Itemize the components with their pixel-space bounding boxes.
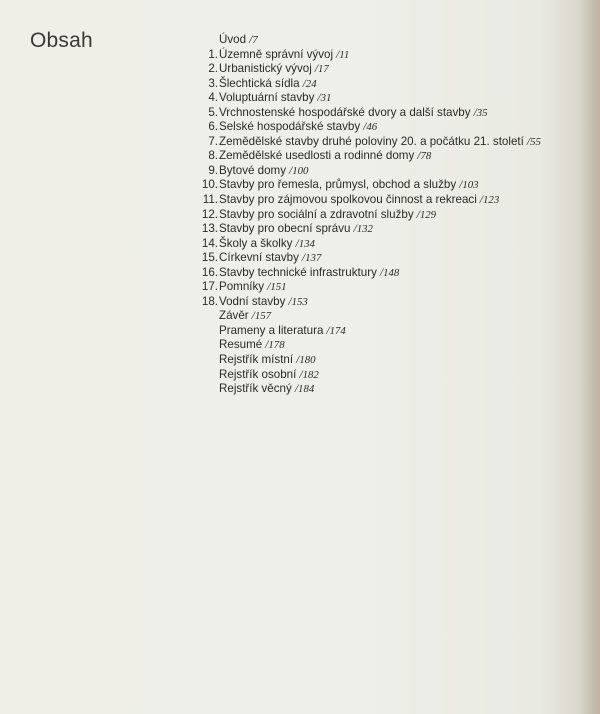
toc-page-separator: / — [479, 193, 484, 207]
toc-entry-page: 151 — [270, 281, 287, 294]
toc-entry-title: Vrchnostenské hospodářské dvory a další stavby — [219, 105, 471, 119]
toc-entry-number: 12. — [201, 207, 218, 221]
toc-entry-title: Územně správní vývoj — [219, 47, 334, 61]
toc-entry — [180, 106, 541, 121]
toc-page-separator: / — [295, 236, 299, 250]
toc-page-separator: / — [526, 134, 531, 148]
toc-entry — [180, 280, 541, 295]
toc-page-separator: / — [301, 251, 306, 265]
toc-entry — [180, 368, 541, 383]
toc-entry-title: Pomníky — [219, 280, 265, 294]
toc-page-separator: / — [379, 265, 384, 279]
toc-entry-number: 13. — [201, 222, 218, 236]
toc-page-separator: / — [299, 367, 303, 381]
toc-entry — [180, 149, 541, 164]
toc-entry-page: 31 — [320, 92, 332, 105]
toc-entry-title: Resumé — [219, 338, 263, 352]
toc-entry-title: Školy a školky — [219, 236, 293, 250]
toc-entry-page: 184 — [298, 383, 315, 396]
toc-entry-number: 5. — [208, 105, 218, 119]
toc-entry-number: 18. — [201, 294, 218, 308]
toc-entry-number — [180, 338, 219, 353]
toc-entry-number — [180, 309, 219, 324]
toc-entry-number: 6. — [208, 120, 218, 134]
toc-entry — [180, 208, 541, 223]
toc-entry-page: 17 — [318, 63, 329, 76]
toc-page-separator: / — [353, 222, 357, 236]
toc-entry-title: Stavby pro zájmovou spolkovou činnost a rekreaci — [219, 193, 477, 207]
toc-entry-page: 132 — [356, 223, 373, 236]
toc-entry-title: Církevní stavby — [219, 251, 299, 265]
toc-entry — [180, 295, 541, 310]
toc-entry-page: 137 — [305, 252, 322, 265]
toc-entry-number: 9. — [208, 163, 218, 177]
toc-entry-number: 16. — [201, 265, 218, 279]
toc-entry-page: 123 — [483, 194, 500, 207]
toc-entry-title: Stavby pro sociální a zdravotní služby — [219, 207, 414, 221]
toc-entry-page: 134 — [298, 237, 315, 250]
toc-page-separator: / — [289, 163, 293, 177]
toc-entry — [180, 353, 541, 368]
toc-entry-title: Zemědělské usedlosti a rodinné domy — [219, 149, 415, 163]
toc-entry — [180, 91, 541, 106]
toc-entry-page: 24 — [305, 77, 317, 90]
toc-entry-number: 17. — [201, 280, 218, 294]
toc-entry-number — [180, 33, 219, 48]
toc-entry-title: Rejstřík osobní — [219, 367, 297, 381]
toc-entry — [180, 164, 541, 179]
toc-page-separator: / — [251, 309, 255, 323]
toc-entry-page: 35 — [476, 106, 488, 119]
toc-entry-page: 129 — [419, 208, 437, 221]
toc-entry — [180, 62, 541, 77]
toc-entry-page: 100 — [292, 164, 309, 177]
toc-page-separator: / — [473, 105, 477, 119]
toc-entry-title: Prameny a literatura — [219, 323, 324, 337]
toc-entry-number: 1. — [208, 47, 218, 61]
toc-entry-title: Šlechtická sídla — [219, 76, 300, 90]
toc-entry — [180, 338, 541, 353]
toc-entry — [180, 237, 541, 252]
toc-page-separator: / — [288, 294, 292, 308]
toc-entry — [180, 382, 541, 397]
toc-entry-title: Zemědělské stavby druhé poloviny 20. a počátku 21. století — [219, 134, 524, 148]
toc-entry-title: Úvod — [219, 33, 247, 46]
toc-page-separator: / — [249, 33, 253, 46]
toc-page-separator: / — [314, 62, 319, 76]
toc-entry-number: 2. — [208, 62, 218, 76]
toc-page-separator: / — [302, 76, 306, 90]
toc-entry-title: Stavby pro obecní správu — [219, 222, 351, 236]
toc-page-separator: / — [267, 280, 271, 294]
toc-entry-number: 10. — [201, 178, 218, 192]
toc-entry-title: Rejstřík místní — [219, 353, 294, 367]
toc-entry-page: 157 — [254, 310, 272, 323]
toc-entry-page: 55 — [530, 135, 541, 148]
toc-entry-page: 153 — [291, 295, 308, 308]
toc-page-separator: / — [459, 178, 463, 192]
toc-entry-page: 103 — [462, 179, 479, 192]
toc-entry-title: Bytové domy — [219, 163, 287, 177]
toc-entry — [180, 324, 541, 339]
toc-entry-page: 46 — [366, 121, 378, 134]
toc-entry-title: Stavby technické infrastruktury — [219, 265, 377, 279]
toc-page-separator: / — [317, 91, 321, 105]
page-title: Obsah — [30, 29, 93, 52]
toc-entry-title: Urbanistický vývoj — [219, 62, 312, 76]
toc-entry-page: 7 — [252, 34, 258, 46]
table-of-contents — [180, 33, 541, 397]
toc-entry-title: Selské hospodářské stavby — [219, 120, 361, 134]
toc-entry — [180, 120, 541, 135]
toc-entry-number: 4. — [208, 91, 218, 105]
toc-entry-number: 15. — [201, 251, 218, 265]
toc-entry-number: 8. — [208, 149, 218, 163]
toc-entry-number — [180, 324, 219, 339]
toc-entry-page: 11 — [339, 48, 350, 61]
page-edge-shadow — [578, 0, 600, 714]
toc-page-separator: / — [265, 338, 269, 352]
toc-entry-page: 148 — [383, 266, 400, 279]
toc-entry-title: Rejstřík věcný — [219, 382, 292, 396]
toc-page-separator: / — [296, 353, 300, 367]
toc-entry-number — [180, 368, 219, 383]
toc-entry-number — [180, 382, 219, 397]
toc-entry-number: 11. — [202, 193, 218, 207]
toc-entry — [180, 48, 541, 63]
toc-page-separator: / — [326, 323, 330, 337]
toc-page-separator: / — [294, 382, 299, 396]
toc-entry — [180, 266, 541, 281]
toc-entry-page: 180 — [299, 354, 316, 367]
toc-entry-page: 174 — [329, 324, 346, 337]
toc-entry — [180, 309, 541, 324]
toc-entry-title: Stavby pro řemesla, průmysl, obchod a služby — [219, 178, 457, 192]
toc-page-separator: / — [336, 47, 340, 61]
toc-entry-title: Vodní stavby — [219, 294, 286, 308]
toc-entry-number — [180, 353, 219, 368]
toc-page-separator: / — [417, 149, 421, 163]
toc-entry-page: 178 — [268, 339, 285, 352]
toc-entry — [180, 251, 541, 266]
toc-entry-title: Voluptuární stavby — [219, 91, 315, 105]
toc-entry — [180, 193, 541, 208]
toc-entry-number: 14. — [201, 236, 218, 250]
toc-entry-page: 78 — [420, 150, 432, 163]
toc-entry — [180, 33, 541, 48]
toc-entry-title: Závěr — [219, 309, 249, 323]
toc-page-separator: / — [363, 120, 367, 134]
toc-entry — [180, 222, 541, 237]
toc-entry-page: 182 — [302, 368, 319, 381]
toc-entry — [180, 135, 541, 150]
toc-page-separator: / — [416, 207, 420, 221]
toc-entry-number: 7. — [208, 134, 218, 148]
toc-entry — [180, 77, 541, 92]
toc-entry — [180, 178, 541, 193]
toc-entry-number: 3. — [208, 76, 218, 90]
